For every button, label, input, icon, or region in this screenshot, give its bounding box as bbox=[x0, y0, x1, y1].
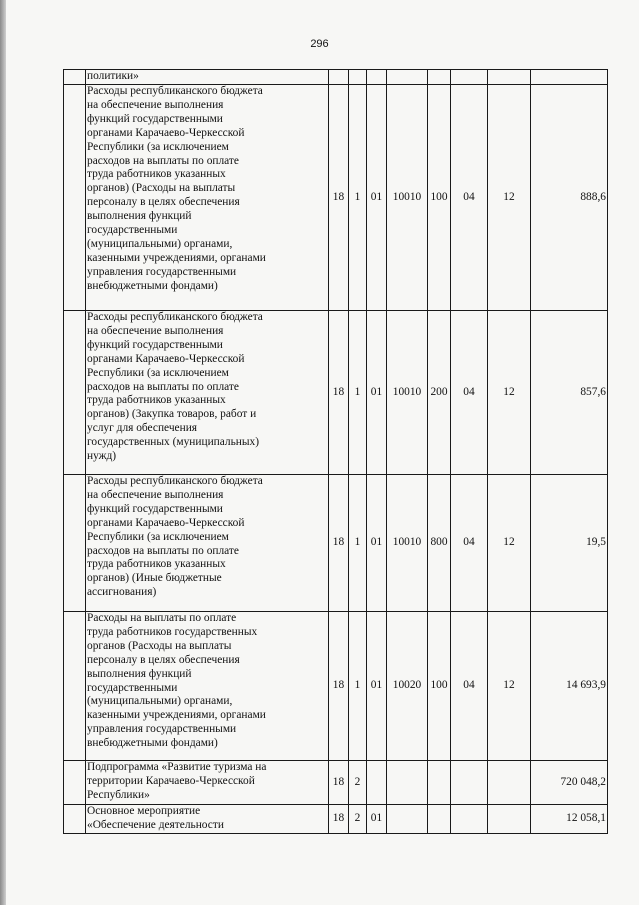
code-cell: 100 bbox=[428, 85, 451, 311]
amount-cell bbox=[531, 70, 608, 85]
code-cell: 2 bbox=[349, 805, 367, 834]
description-cell: Расходы республиканского бюджета на обеспечение выполнения функций государственными органами Карачаево-Черкесской Республики (за исключением расходов на выплаты по оплате труда работников указанных органов) (Расходы на выплаты персоналу в целях обеспечения выполнения функций государственными (муниципальными) органами, казенными учреждениями, органами управления государственными внебюджетными фондами) bbox=[86, 85, 329, 311]
index-cell bbox=[64, 311, 86, 475]
index-cell bbox=[64, 70, 86, 85]
index-cell bbox=[64, 805, 86, 834]
code-cell bbox=[387, 805, 428, 834]
code-cell: 18 bbox=[329, 805, 349, 834]
budget-table bbox=[63, 69, 608, 834]
code-cell bbox=[428, 761, 451, 805]
code-cell: 10010 bbox=[387, 475, 428, 612]
code-cell bbox=[488, 761, 531, 805]
code-cell: 18 bbox=[329, 311, 349, 475]
description-cell: политики» bbox=[86, 70, 329, 85]
code-cell: 01 bbox=[367, 85, 387, 311]
description-cell: Расходы на выплаты по оплате труда работников государственных органов (Расходы на выплаты персоналу в целях обеспечения выполнения функций государственными (муниципальными) органами, казенными учреждениями, органами управления государственными внебюджетными фондами) bbox=[86, 612, 329, 761]
code-cell: 04 bbox=[451, 475, 488, 612]
amount-cell: 720 048,2 bbox=[531, 761, 608, 805]
code-cell: 01 bbox=[367, 805, 387, 834]
table-row bbox=[64, 612, 608, 761]
code-cell: 12 bbox=[488, 311, 531, 475]
description-cell: Расходы республиканского бюджета на обеспечение выполнения функций государственными органами Карачаево-Черкесской Республики (за исключением расходов на выплаты по оплате труда работников указанных органов) (Иные бюджетные ассигнования) bbox=[86, 475, 329, 612]
code-cell: 01 bbox=[367, 311, 387, 475]
code-cell: 01 bbox=[367, 475, 387, 612]
amount-cell: 888,6 bbox=[531, 85, 608, 311]
index-cell bbox=[64, 612, 86, 761]
code-cell: 18 bbox=[329, 475, 349, 612]
page-number: 296 bbox=[310, 38, 329, 50]
code-cell: 200 bbox=[428, 311, 451, 475]
index-cell bbox=[64, 475, 86, 612]
code-cell: 18 bbox=[329, 612, 349, 761]
amount-cell: 14 693,9 bbox=[531, 612, 608, 761]
code-cell bbox=[488, 805, 531, 834]
code-cell: 1 bbox=[349, 85, 367, 311]
code-cell bbox=[451, 70, 488, 85]
code-cell bbox=[329, 70, 349, 85]
code-cell bbox=[451, 805, 488, 834]
amount-cell: 12 058,1 bbox=[531, 805, 608, 834]
code-cell bbox=[451, 761, 488, 805]
code-cell bbox=[488, 70, 531, 85]
code-cell: 12 bbox=[488, 475, 531, 612]
table-row bbox=[64, 475, 608, 612]
code-cell: 10010 bbox=[387, 311, 428, 475]
description-cell: Расходы республиканского бюджета на обеспечение выполнения функций государственными органами Карачаево-Черкесской Республики (за исключением расходов на выплаты по оплате труда работников указанных органов) (Закупка товаров, работ и услуг для обеспечения государственных (муниципальных) нужд) bbox=[86, 311, 329, 475]
code-cell: 01 bbox=[367, 612, 387, 761]
code-cell: 04 bbox=[451, 612, 488, 761]
index-cell bbox=[64, 761, 86, 805]
code-cell bbox=[387, 70, 428, 85]
code-cell: 18 bbox=[329, 761, 349, 805]
table-row bbox=[64, 85, 608, 311]
description-cell: Подпрограмма «Развитие туризма на территории Карачаево-Черкесской Республики» bbox=[86, 761, 329, 805]
code-cell: 10010 bbox=[387, 85, 428, 311]
code-cell: 1 bbox=[349, 311, 367, 475]
code-cell: 2 bbox=[349, 761, 367, 805]
table-row bbox=[64, 311, 608, 475]
code-cell: 04 bbox=[451, 85, 488, 311]
code-cell bbox=[428, 70, 451, 85]
amount-cell: 19,5 bbox=[531, 475, 608, 612]
table-row bbox=[64, 805, 608, 834]
table-row bbox=[64, 761, 608, 805]
code-cell: 800 bbox=[428, 475, 451, 612]
description-cell: Основное мероприятие «Обеспечение деятельности bbox=[86, 805, 329, 834]
code-cell: 12 bbox=[488, 612, 531, 761]
code-cell bbox=[349, 70, 367, 85]
code-cell bbox=[367, 761, 387, 805]
code-cell bbox=[367, 70, 387, 85]
code-cell: 04 bbox=[451, 311, 488, 475]
code-cell: 12 bbox=[488, 85, 531, 311]
code-cell: 1 bbox=[349, 475, 367, 612]
code-cell bbox=[428, 805, 451, 834]
index-cell bbox=[64, 85, 86, 311]
code-cell: 100 bbox=[428, 612, 451, 761]
code-cell: 1 bbox=[349, 612, 367, 761]
page-binding-edge bbox=[0, 0, 6, 905]
amount-cell: 857,6 bbox=[531, 311, 608, 475]
code-cell: 10020 bbox=[387, 612, 428, 761]
code-cell: 18 bbox=[329, 85, 349, 311]
code-cell bbox=[387, 761, 428, 805]
table-row bbox=[64, 70, 608, 85]
